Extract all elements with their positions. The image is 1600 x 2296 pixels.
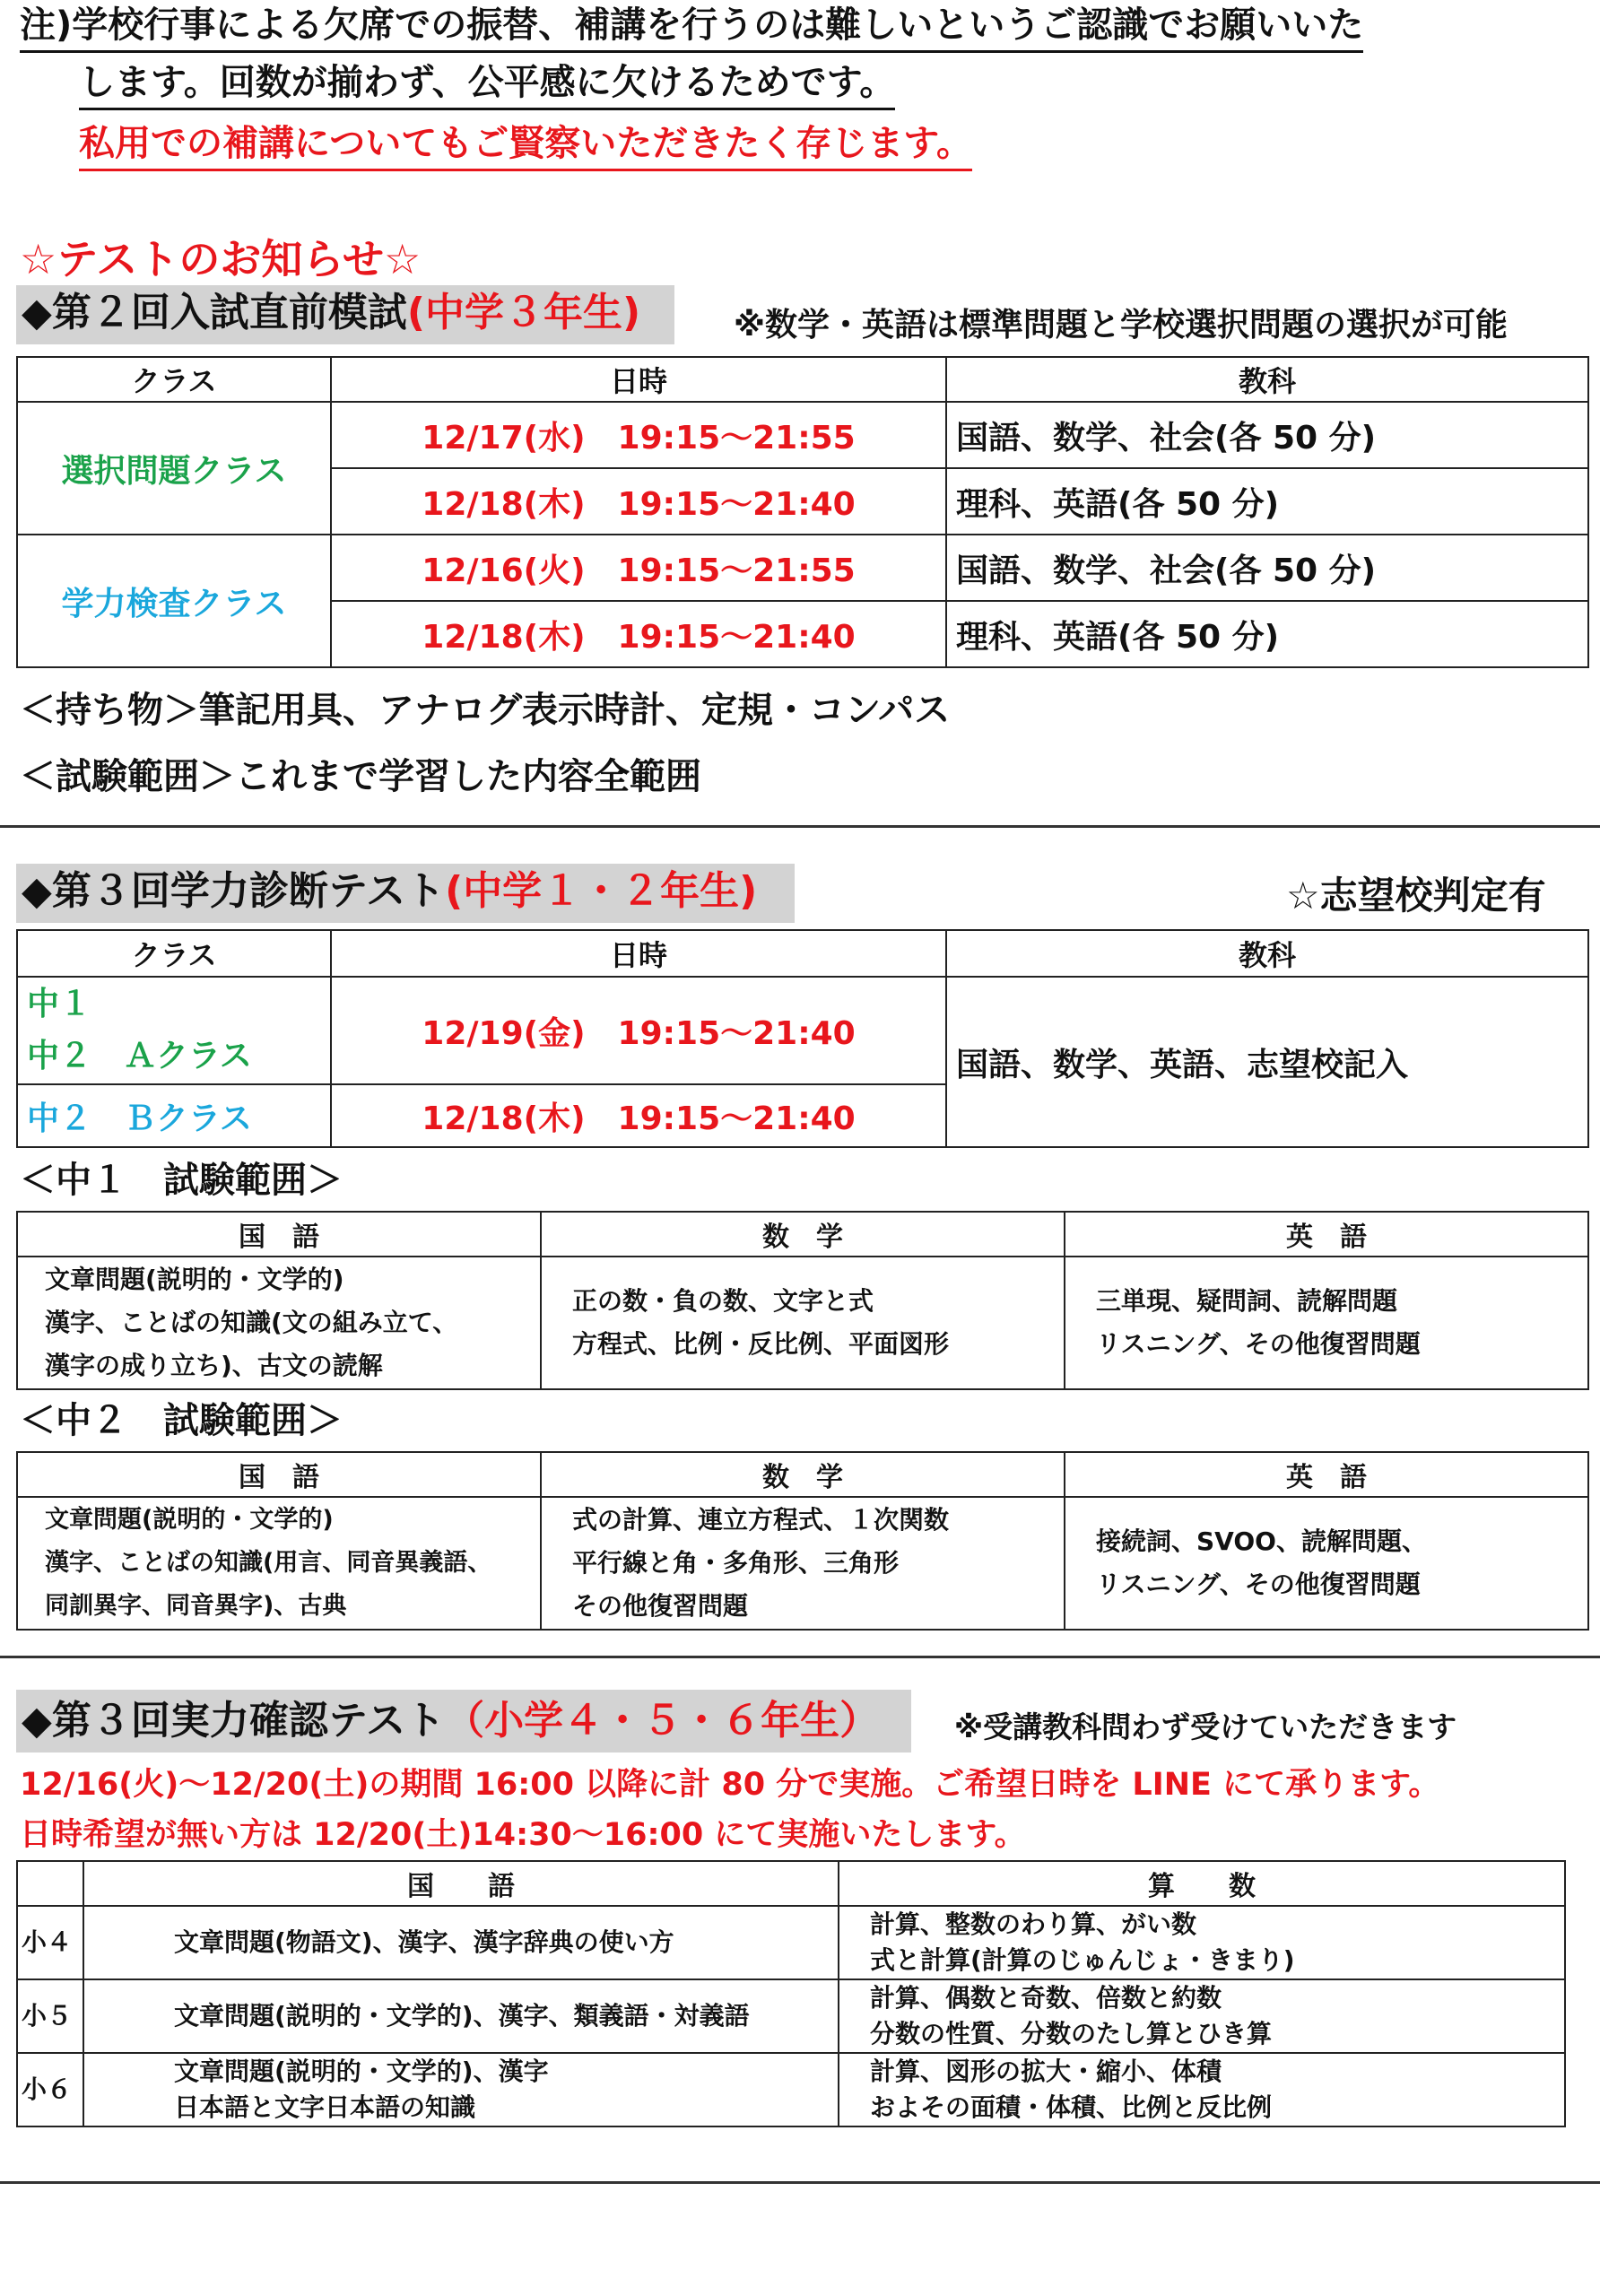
- diag-test-title: ◆第３回学力診断テスト: [22, 868, 446, 914]
- class-name: 学力検査クラス: [17, 535, 331, 667]
- column-header: 国 語: [17, 1212, 541, 1257]
- scope-japanese: [17, 1497, 541, 1630]
- section-divider: [0, 2181, 1600, 2184]
- diag-test-grade: (中学１・２年生): [445, 868, 758, 914]
- class-name: [17, 977, 331, 1084]
- grade-label: 小６: [17, 2053, 83, 2126]
- scope-line: 日本語と文字日本語の知識: [174, 2092, 476, 2122]
- scope-math: [839, 2053, 1565, 2126]
- mock-exam-title: ◆第２回入試直前模試: [22, 290, 407, 335]
- column-header: 国 語: [83, 1861, 839, 1906]
- test-announcement-title: ☆テストのお知らせ☆: [20, 235, 422, 283]
- jitsu-test-heading: [16, 1690, 911, 1752]
- exam-datetime: 12/18(木) 19:15～21:40: [331, 468, 946, 535]
- diag-test-note: ☆志望校判定有: [1286, 874, 1546, 918]
- scope-line: 接続詞、SVOO、読解問題、: [1096, 1526, 1427, 1556]
- notice-line-1: 注)学校行事による欠席での振替、補講を行うのは難しいというご認識でお願いいた: [20, 0, 1363, 53]
- scope-line: 計算、偶数と奇数、倍数と約数: [870, 1983, 1222, 2013]
- jitsu-default-time: 日時希望が無い方は 12/20(土)14:30～16:00 にて実施いたします。: [20, 1817, 1026, 1853]
- scope1-title: ＜中１ 試験範囲＞: [20, 1160, 343, 1201]
- exam-datetime: 12/17(水) 19:15～21:55: [331, 402, 946, 468]
- column-header: 数 学: [541, 1212, 1065, 1257]
- scope-line: 計算、図形の拡大・縮小、体積: [870, 2057, 1222, 2086]
- scope-line: 文章問題(説明的・文学的)、漢字: [174, 2057, 549, 2086]
- section-divider: [0, 1656, 1600, 1658]
- scope-line: 漢字、ことばの知識(用言、同音異義語、: [45, 1549, 492, 1577]
- scope-math: [839, 1979, 1565, 2053]
- scope-line: およその面積・体積、比例と反比例: [870, 2092, 1273, 2122]
- exam-datetime: 12/16(火) 19:15～21:55: [331, 535, 946, 601]
- exam-datetime: 12/19(金) 19:15～21:40: [331, 977, 946, 1084]
- column-header: [17, 1861, 83, 1906]
- exam-subjects: 理科、英語(各 50 分): [946, 468, 1588, 535]
- diag-test-table: [16, 929, 1589, 1148]
- column-header: 日時: [331, 930, 946, 977]
- scope-line: 分数の性質、分数のたし算とひき算: [870, 2019, 1273, 2048]
- jitsu-period: 12/16(火)～12/20(土)の期間 16:00 以降に計 80 分で実施。ご希望日時を LINE にて承ります。: [20, 1767, 1440, 1803]
- class-name: 中２ Ｂクラス: [17, 1084, 331, 1147]
- scope-english: [1065, 1497, 1588, 1630]
- exam-subjects: 国語、数学、社会(各 50 分): [946, 402, 1588, 468]
- scope-line: リスニング、その他復習問題: [1096, 1570, 1421, 1599]
- scope-math: [541, 1497, 1065, 1630]
- section-divider: [0, 825, 1600, 828]
- diag-test-heading: [16, 864, 795, 923]
- jitsu-scope-table: [16, 1860, 1566, 2127]
- scope-line: 文章問題(説明的・文学的)、漢字、類義語・対義語: [174, 2001, 750, 2031]
- column-header: 国 語: [17, 1452, 541, 1497]
- mock-exam-table: [16, 356, 1589, 668]
- exam-subjects: 理科、英語(各 50 分): [946, 601, 1588, 667]
- scope-line: その他復習問題: [572, 1591, 749, 1621]
- class-name-line: 中１: [27, 986, 92, 1022]
- grade-label: 小４: [17, 1906, 83, 1979]
- jitsu-test-grade: （小学４・５・６年生）: [445, 1698, 880, 1744]
- grade-label: 小５: [17, 1979, 83, 2053]
- column-header: 数 学: [541, 1452, 1065, 1497]
- class-name: 選択問題クラス: [17, 402, 331, 535]
- scope-line: リスニング、その他復習問題: [1096, 1329, 1421, 1359]
- mock-belongings: ＜持ち物＞筆記用具、アナログ表示時計、定規・コンパス: [20, 690, 951, 731]
- scope-line: 文章問題(説明的・文学的): [45, 1506, 334, 1534]
- scope-line: 三単現、疑問詞、読解問題: [1096, 1286, 1398, 1316]
- scope-line: 漢字の成り立ち)、古文の読解: [45, 1351, 383, 1380]
- scope-line: 文章問題(説明的・文学的): [45, 1265, 344, 1294]
- scope-math: [541, 1257, 1065, 1389]
- scope-line: 計算、整数のわり算、がい数: [870, 1909, 1197, 1939]
- mock-exam-note: ※数学・英語は標準問題と学校選択問題の選択が可能: [734, 307, 1508, 344]
- scope2-table: [16, 1451, 1589, 1631]
- mock-scope: ＜試験範囲＞これまで学習した内容全範囲: [20, 756, 701, 797]
- jitsu-test-title: ◆第３回実力確認テスト: [22, 1698, 446, 1744]
- column-header: 教科: [946, 357, 1588, 402]
- scope-line: 正の数・負の数、文字と式: [572, 1286, 874, 1316]
- scope-line: 方程式、比例・反比例、平面図形: [572, 1329, 950, 1359]
- scope-japanese: [83, 1979, 839, 2053]
- column-header: 算 数: [839, 1861, 1565, 1906]
- exam-subjects: 国語、数学、英語、志望校記入: [946, 977, 1588, 1147]
- notice-line-3: 私用での補講についてもご賢察いただきたく存じます。: [79, 118, 972, 171]
- scope-math: [839, 1906, 1565, 1979]
- column-header: 英 語: [1065, 1452, 1588, 1497]
- column-header: クラス: [17, 930, 331, 977]
- column-header: 教科: [946, 930, 1588, 977]
- scope-line: 文章問題(物語文)、漢字、漢字辞典の使い方: [174, 1927, 674, 1957]
- scope1-table: [16, 1211, 1589, 1390]
- scope2-title: ＜中２ 試験範囲＞: [20, 1400, 343, 1441]
- exam-subjects: 国語、数学、社会(各 50 分): [946, 535, 1588, 601]
- mock-exam-grade: (中学３年生): [406, 290, 641, 335]
- column-header: クラス: [17, 357, 331, 402]
- scope-english: [1065, 1257, 1588, 1389]
- scope-line: 同訓異字、同音異字)、古典: [45, 1592, 347, 1620]
- scope-line: 式と計算(計算のじゅんじょ・きまり): [870, 1945, 1295, 1975]
- scope-line: 漢字、ことばの知識(文の組み立て、: [45, 1308, 458, 1337]
- scope-japanese: [83, 1906, 839, 1979]
- scope-japanese: [83, 2053, 839, 2126]
- scope-japanese: [17, 1257, 541, 1389]
- scope-line: 平行線と角・多角形、三角形: [572, 1548, 900, 1578]
- notice-line-2: します。回数が揃わず、公平感に欠けるためです。: [79, 57, 895, 110]
- exam-datetime: 12/18(木) 19:15～21:40: [331, 601, 946, 667]
- column-header: 日時: [331, 357, 946, 402]
- exam-datetime: 12/18(木) 19:15～21:40: [331, 1084, 946, 1147]
- mock-exam-heading: [16, 285, 674, 344]
- scope-line: 式の計算、連立方程式、１次関数: [572, 1505, 950, 1535]
- column-header: 英 語: [1065, 1212, 1588, 1257]
- jitsu-test-note: ※受講教科問わず受けていただきます: [954, 1709, 1457, 1744]
- class-name-line: 中２ Ａクラス: [27, 1038, 252, 1074]
